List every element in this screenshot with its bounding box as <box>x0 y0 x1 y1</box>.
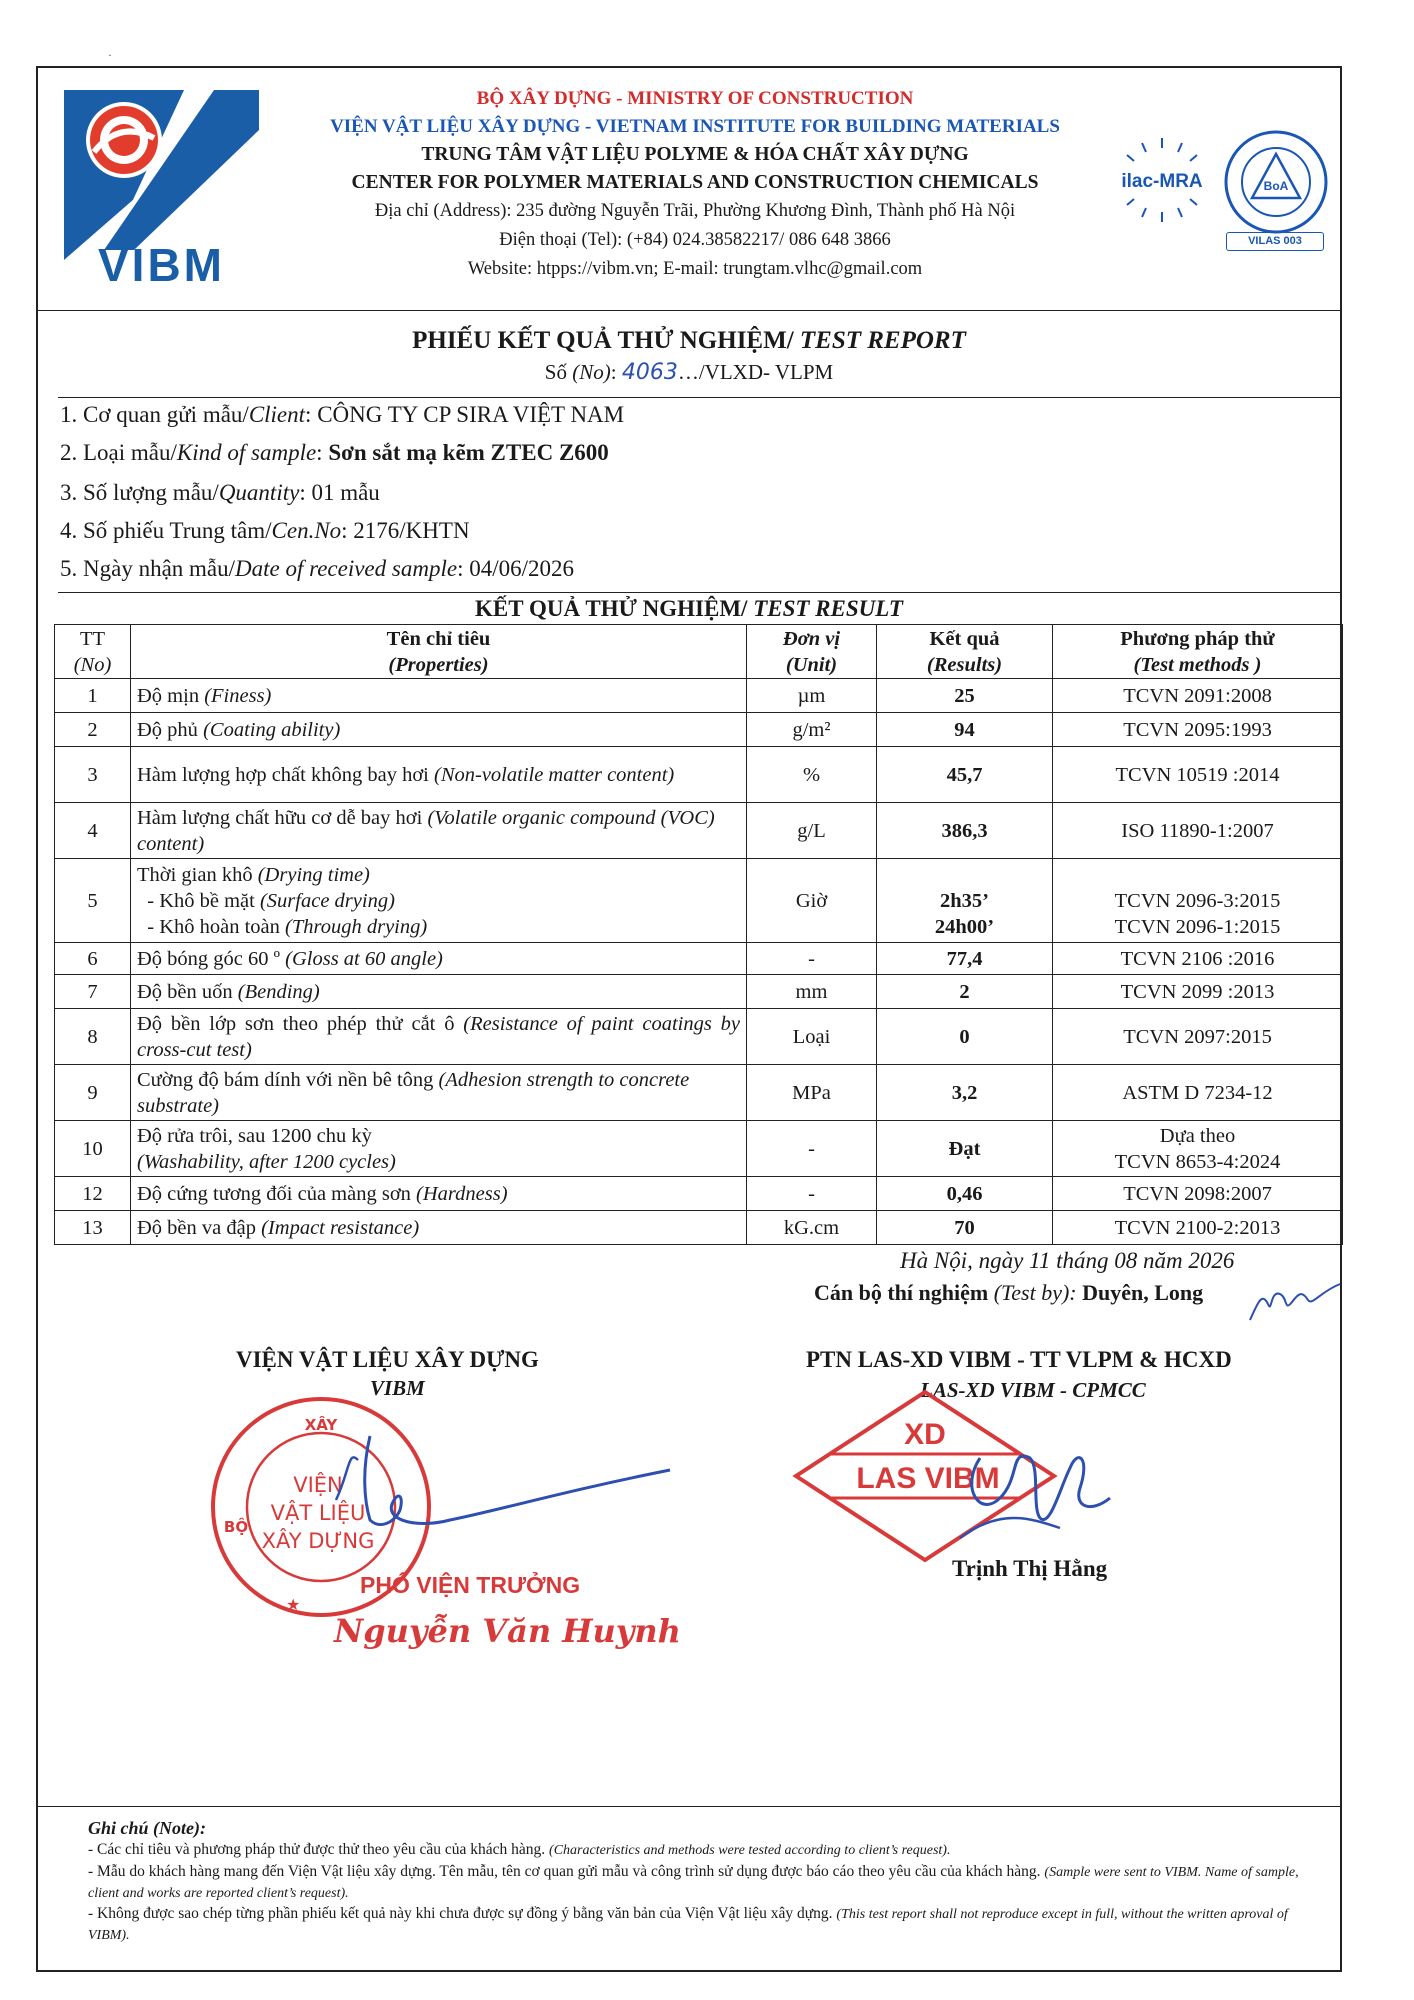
table-row: 5 Thời gian khô (Drying time) - Khô bề mặt (Surface drying) - Khô hoàn toàn (Through drying) Giờ 2h35’ 24h00’ TCVN 2096-3:2015 TCVN 2096-1:2015 <box>55 859 1343 943</box>
table-row: 13 Độ bền va đập (Impact resistance) kG.cm 70 TCVN 2100-2:2013 <box>55 1211 1343 1245</box>
header-divider <box>36 310 1342 311</box>
svg-text:BoA: BoA <box>1263 179 1289 193</box>
svg-text:XD: XD <box>904 1418 946 1451</box>
table-row: 8 Độ bền lớp sơn theo phép thử cắt ô (Resistance of paint coatings by cross-cut test) Loại 0 TCVN 2097:2015 <box>55 1009 1343 1065</box>
vilas-badge: VILAS 003 <box>1226 232 1324 251</box>
svg-text:ilac-MRA: ilac-MRA <box>1121 171 1203 192</box>
svg-text:VẬT LIỆU: VẬT LIỆU <box>270 1501 366 1525</box>
col-no: TT (No) <box>55 625 131 679</box>
center-name-en: CENTER FOR POLYMER MATERIALS AND CONSTRUCTION CHEMICALS <box>351 172 1039 193</box>
left-signatory-sub: VIBM <box>370 1376 425 1400</box>
col-results: Kết quả (Results) <box>877 625 1053 679</box>
logo-text: VIBM <box>98 239 225 291</box>
table-row: 6 Độ bóng góc 60 º (Gloss at 60 angle) - 77,4 TCVN 2106 :2016 <box>55 943 1343 975</box>
result-title: KẾT QUẢ THỬ NGHIỆM/ TEST RESULT <box>475 596 903 621</box>
lab-head-signature <box>940 1428 1140 1558</box>
place-and-date: Hà Nội, ngày 11 tháng 08 năm 2026 <box>900 1248 1235 1273</box>
institute-name: VIỆN VẬT LIỆU XÂY DỰNG - VIETNAM INSTITUTE FOR BUILDING MATERIALS <box>330 116 1060 137</box>
table-row: 7 Độ bền uốn (Bending) mm 2 TCVN 2099 :2013 <box>55 975 1343 1009</box>
info-client: 1. Cơ quan gửi mẫu/Client: CÔNG TY CP SIRA VIỆT NAM <box>60 402 625 427</box>
ilac-mra-logo <box>1112 130 1212 230</box>
deputy-title: PHÓ VIỆN TRƯỞNG <box>360 1572 581 1598</box>
table-row: 12 Độ cứng tương đối của màng sơn (Hardness) - 0,46 TCVN 2098:2007 <box>55 1177 1343 1211</box>
note-2: - Mẫu do khách hàng mang đến Viện Vật liệu xây dựng. Tên mẫu, tên cơ quan gửi mẫu và công trình sử dụng được báo cáo theo yêu cầu của khách hàng. (Sample were sent to VIBM. Name of sample, client and works are reported client’s request). <box>88 1863 1299 1901</box>
table-row: 2 Độ phủ (Coating ability) g/m² 94 TCVN 2095:1993 <box>55 713 1343 747</box>
address: Địa chỉ (Address): 235 đường Nguyễn Trãi, Phường Khương Đình, Thành phố Hà Nội <box>374 201 1016 221</box>
svg-text:XÂY DỰNG: XÂY DỰNG <box>261 1529 375 1553</box>
table-header-row <box>55 625 1343 679</box>
svg-text:★: ★ <box>286 1595 301 1614</box>
col-methods: Phương pháp thử (Test methods ) <box>1053 625 1343 679</box>
col-properties: Tên chỉ tiêu (Properties) <box>131 625 747 679</box>
info-center-no: 4. Số phiếu Trung tâm/Cen.No: 2176/KHTN <box>60 518 470 543</box>
results-table <box>54 624 1343 1245</box>
notes-title: Ghi chú (Note): <box>88 1818 206 1838</box>
center-name-vn: TRUNG TÂM VẬT LIỆU POLYME & HÓA CHẤT XÂY DỰNG <box>421 144 969 165</box>
website-email[interactable]: Website: htpps://vibm.vn; E-mail: trungtam.vlhc@gmail.com <box>467 259 923 279</box>
info-quantity: 3. Số lượng mẫu/Quantity: 01 mẫu <box>60 480 380 505</box>
svg-text:VIỆN: VIỆN <box>293 1473 343 1497</box>
col-unit: Đơn vị (Unit) <box>747 625 877 679</box>
notes-divider <box>36 1806 1342 1807</box>
right-signatory-org: PTN LAS-XD VIBM - TT VLPM & HCXD <box>806 1347 1232 1372</box>
deputy-name: Nguyễn Văn Huynh <box>334 1612 681 1650</box>
info-received-date: 5. Ngày nhận mẫu/Date of received sample: 04/06/2026 <box>60 556 574 581</box>
right-signatory-sub: LAS-XD VIBM - CPMCC <box>920 1378 1146 1402</box>
info-sample: 2. Loại mẫu/Kind of sample: Sơn sắt mạ kẽm ZTEC Z600 <box>60 440 609 465</box>
deputy-signature <box>300 1430 680 1540</box>
title-divider <box>58 397 1340 398</box>
table-row: 9 Cường độ bám dính với nền bê tông (Adhesion strength to concrete substrate) MPa 3,2 ASTM D 7234-12 <box>55 1065 1343 1121</box>
report-number: Số (No): 4063…/VLXD- VLPM <box>544 360 834 385</box>
left-signatory-org: VIỆN VẬT LIỆU XÂY DỰNG <box>236 1347 539 1372</box>
report-title: PHIẾU KẾT QUẢ THỬ NGHIỆM/ TEST REPORT <box>412 327 966 354</box>
svg-text:XÂY: XÂY <box>304 1416 338 1434</box>
table-row: 3 Hàm lượng hợp chất không bay hơi (Non-volatile matter content) % 45,7 TCVN 10519 :2014 <box>55 747 1343 803</box>
table-row: 10 Độ rửa trôi, sau 1200 chu kỳ (Washability, after 1200 cycles) - Đạt Dựa theo TCVN 8653-4:2024 <box>55 1121 1343 1177</box>
table-row: 4 Hàm lượng chất hữu cơ dễ bay hơi (Volatile organic compound (VOC) content) g/L 386,3 ISO 11890-1:2007 <box>55 803 1343 859</box>
phone: Điện thoại (Tel): (+84) 024.38582217/ 086 648 3866 <box>499 230 891 250</box>
lab-head-name: Trịnh Thị Hằng <box>952 1556 1108 1581</box>
svg-text:LAS VIBM: LAS VIBM <box>856 1462 1000 1495</box>
svg-text:BỘ: BỘ <box>223 1518 249 1536</box>
table-row: 1 Độ mịn (Finess) µm 25 TCVN 2091:2008 <box>55 679 1343 713</box>
boa-accreditation-seal <box>1222 128 1330 236</box>
tester-signature <box>1240 1272 1350 1332</box>
note-3: - Không được sao chép từng phần phiếu kết quả này khi chưa được sự đồng ý bằng văn bản của Viện Vật liệu xây dựng. (This test report shall not reproduce except in full, without the written aproval of VIBM). <box>88 1905 1288 1943</box>
handwritten-number: 4063 <box>621 360 678 385</box>
tester-line: Cán bộ thí nghiệm (Test by): Duyên, Long <box>814 1280 1204 1305</box>
note-1: - Các chỉ tiêu và phương pháp thử được thử theo yêu cầu của khách hàng. (Characteristics and methods were tested according to client’s request). <box>88 1841 951 1858</box>
scan-speck: · <box>108 48 112 62</box>
ministry-name: BỘ XÂY DỰNG - MINISTRY OF CONSTRUCTION <box>476 88 914 109</box>
info-divider <box>58 592 1340 593</box>
